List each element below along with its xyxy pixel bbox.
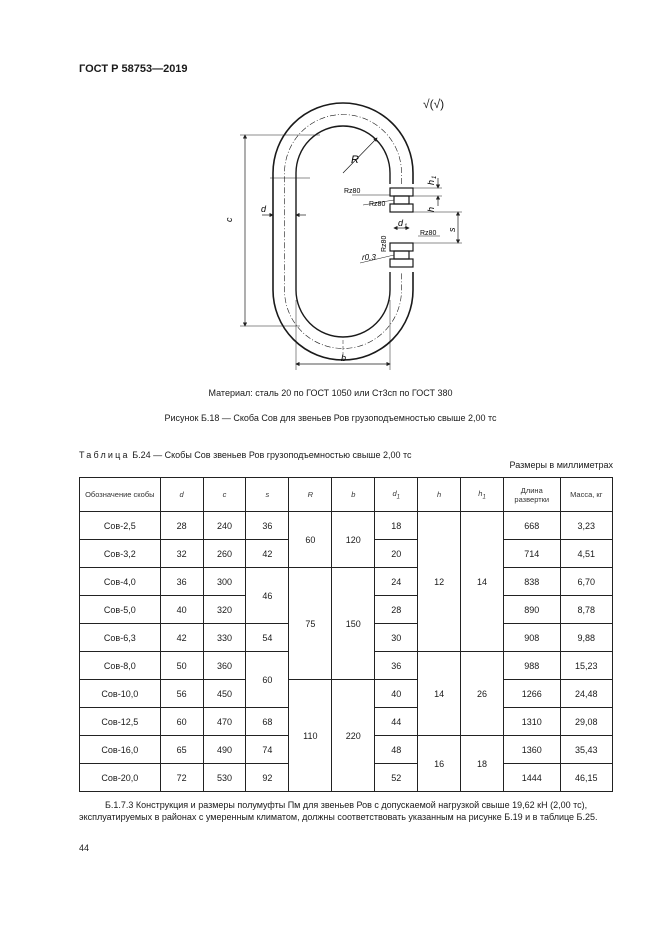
cell-h: 12: [418, 512, 461, 652]
label-c: c: [224, 217, 234, 222]
cell-s: 36: [246, 512, 289, 540]
cell-name: Сов-12,5: [80, 708, 161, 736]
header-h: h: [418, 478, 461, 512]
cell-length: 908: [504, 624, 561, 652]
table-title-text: Б.24 — Скобы Сов звеньев Ров грузоподъемностью свыше 2,00 тс: [129, 450, 412, 460]
cell-mass: 29,08: [560, 708, 612, 736]
cell-name: Сов-20,0: [80, 764, 161, 792]
header-h1-main: h: [478, 488, 483, 498]
cell-d1: 18: [375, 512, 418, 540]
table-header-row: [80, 478, 613, 512]
header-d: d: [160, 478, 203, 512]
cell-s: 42: [246, 540, 289, 568]
cell-d1: 24: [375, 568, 418, 596]
cell-name: Сов-6,3: [80, 624, 161, 652]
cell-name: Сов-2,5: [80, 512, 161, 540]
cell-c: 530: [203, 764, 246, 792]
cell-length: 714: [504, 540, 561, 568]
label-rz-1: Rz80: [344, 188, 361, 195]
cell-R: 60: [289, 512, 332, 568]
label-rz-3: Rz80: [420, 230, 437, 237]
table-row: [80, 680, 613, 708]
cell-c: 490: [203, 736, 246, 764]
cell-d: 32: [160, 540, 203, 568]
page-number: 44: [79, 843, 90, 853]
dimensions-table: [79, 477, 613, 792]
label-h1: h: [426, 179, 436, 185]
cell-R: 110: [289, 680, 332, 792]
cell-d1: 40: [375, 680, 418, 708]
header-s: s: [246, 478, 289, 512]
shackle-inner-contour: [296, 126, 390, 337]
cell-c: 450: [203, 680, 246, 708]
cell-h1: 18: [461, 736, 504, 792]
cell-c: 300: [203, 568, 246, 596]
cell-c: 320: [203, 596, 246, 624]
cell-d: 60: [160, 708, 203, 736]
cell-name: Сов-5,0: [80, 596, 161, 624]
header-designation: Обозначение скобы: [80, 478, 161, 512]
cell-mass: 9,88: [560, 624, 612, 652]
cell-d: 28: [160, 512, 203, 540]
cell-mass: 8,78: [560, 596, 612, 624]
body-paragraph: Б.1.7.3 Конструкция и размеры полумуфты Пм для звеньев Ров с допускаемой нагрузкой свыше 19,62 кН (2,00 тс), эксплуатируемых в районах с умеренным климатом, должны соответствовать указанным на рисунке Б.19 и в таблице Б.25.: [79, 800, 598, 822]
label-h: h: [426, 206, 436, 212]
cell-name: Сов-3,2: [80, 540, 161, 568]
figure-caption: Рисунок Б.18 — Скоба Сов для звеньев Ров грузоподъемностью свыше 2,00 тс: [164, 413, 497, 423]
table-row: [80, 512, 613, 540]
cell-d: 40: [160, 596, 203, 624]
cell-s: 54: [246, 624, 289, 652]
cell-length: 988: [504, 652, 561, 680]
label-rz-4: Rz80: [381, 235, 388, 252]
table-units: Размеры в миллиметрах: [509, 460, 613, 470]
table-title: [79, 450, 412, 460]
table-title-prefix: Таблица: [79, 450, 130, 460]
cell-s: 74: [246, 736, 289, 764]
cell-R: 75: [289, 568, 332, 680]
cell-h1: 14: [461, 512, 504, 652]
cell-c: 260: [203, 540, 246, 568]
cell-d1: 28: [375, 596, 418, 624]
cell-b: 120: [332, 512, 375, 568]
cell-s: 46: [246, 568, 289, 624]
cell-d: 65: [160, 736, 203, 764]
header-R: R: [289, 478, 332, 512]
cell-mass: 3,23: [560, 512, 612, 540]
cell-name: Сов-16,0: [80, 736, 161, 764]
cell-d1: 30: [375, 624, 418, 652]
material-note: Материал: сталь 20 по ГОСТ 1050 или Ст3сп по ГОСТ 380: [208, 388, 453, 398]
cell-s: 60: [246, 652, 289, 708]
header-c: c: [203, 478, 246, 512]
cell-length: 890: [504, 596, 561, 624]
cell-mass: 6,70: [560, 568, 612, 596]
cell-length: 838: [504, 568, 561, 596]
cell-d: 72: [160, 764, 203, 792]
cell-mass: 46,15: [560, 764, 612, 792]
cell-h1: 26: [461, 652, 504, 736]
cell-h: 14: [418, 652, 461, 736]
header-mass: Масса, кг: [560, 478, 612, 512]
label-b: b: [341, 353, 347, 363]
cell-mass: 15,23: [560, 652, 612, 680]
roughness-symbol: √(√): [423, 97, 445, 111]
shackle-drawing: [0, 0, 661, 380]
cell-c: 470: [203, 708, 246, 736]
document-code-header: ГОСТ Р 58753—2019: [79, 63, 188, 75]
cell-d: 50: [160, 652, 203, 680]
cell-mass: 4,51: [560, 540, 612, 568]
cell-length: 668: [504, 512, 561, 540]
cell-c: 360: [203, 652, 246, 680]
header-d1: [375, 478, 418, 512]
cell-length: 1266: [504, 680, 561, 708]
header-d1-main: d: [392, 488, 397, 498]
cell-c: 240: [203, 512, 246, 540]
cell-d: 56: [160, 680, 203, 708]
cell-b: 220: [332, 680, 375, 792]
cell-s: 68: [246, 708, 289, 736]
label-d1-sub: 1: [404, 224, 408, 230]
header-b: b: [332, 478, 375, 512]
cell-d1: 36: [375, 652, 418, 680]
cell-name: Сов-10,0: [80, 680, 161, 708]
cell-length: 1310: [504, 708, 561, 736]
label-s: s: [447, 227, 457, 232]
cell-d: 42: [160, 624, 203, 652]
cell-d: 36: [160, 568, 203, 596]
header-d1-sub: 1: [396, 494, 400, 501]
cell-length: 1444: [504, 764, 561, 792]
cell-mass: 35,43: [560, 736, 612, 764]
cell-name: Сов-8,0: [80, 652, 161, 680]
cell-length: 1360: [504, 736, 561, 764]
label-d1: d: [398, 218, 404, 228]
cell-d1: 20: [375, 540, 418, 568]
cell-name: Сов-4,0: [80, 568, 161, 596]
label-R: R: [351, 154, 359, 166]
cell-s: 92: [246, 764, 289, 792]
cell-h: 16: [418, 736, 461, 792]
header-length: Длина развертки: [504, 478, 561, 512]
table-row: [80, 568, 613, 596]
label-rz-2: Rz80: [369, 201, 386, 208]
header-h1: [461, 478, 504, 512]
cell-c: 330: [203, 624, 246, 652]
header-h1-sub: 1: [482, 494, 486, 501]
cell-b: 150: [332, 568, 375, 680]
label-h1-sub: 1: [432, 175, 438, 179]
cell-d1: 52: [375, 764, 418, 792]
label-d: d: [261, 204, 267, 214]
cell-d1: 48: [375, 736, 418, 764]
cell-d1: 44: [375, 708, 418, 736]
label-r: r0,3: [362, 253, 376, 262]
cell-mass: 24,48: [560, 680, 612, 708]
